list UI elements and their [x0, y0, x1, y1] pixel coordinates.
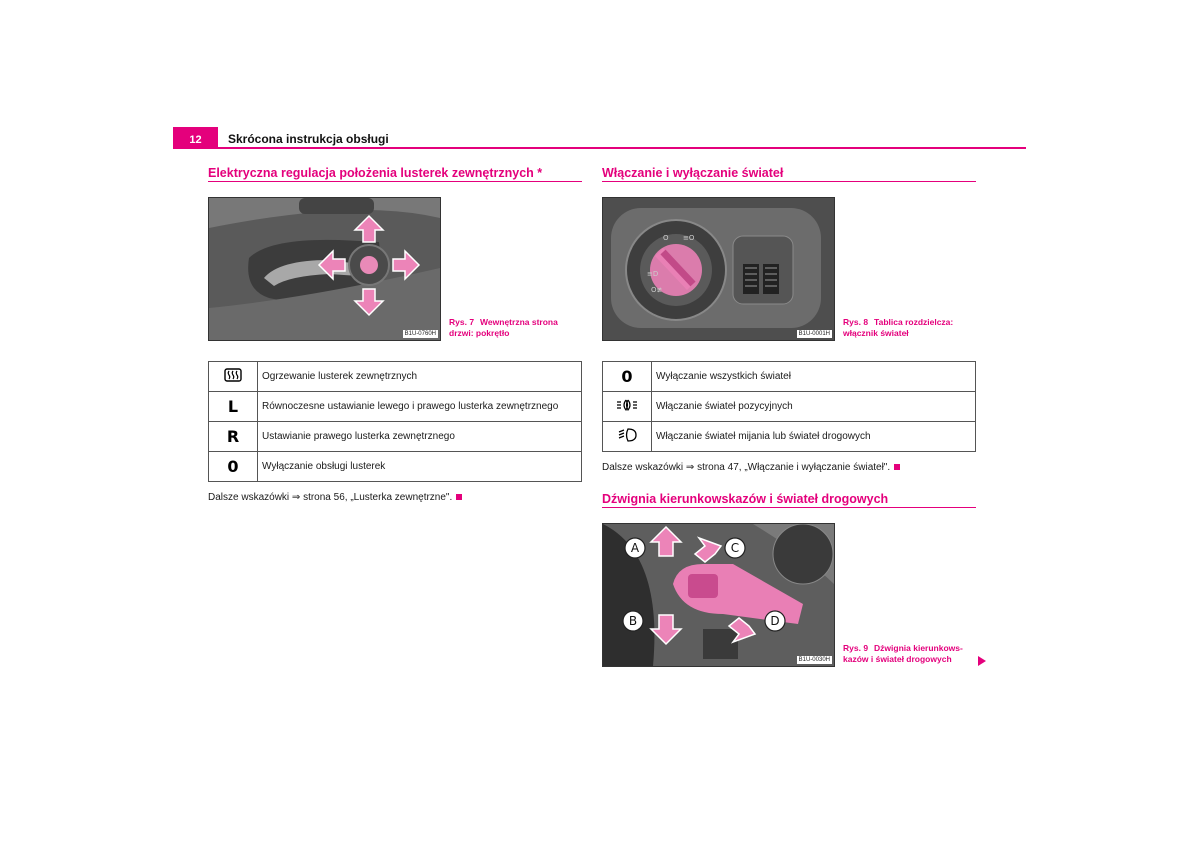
label-c: C [730, 541, 740, 555]
figure-indicator-lever [602, 523, 835, 667]
caption-text: Dźwignia kierunkows- [874, 643, 963, 653]
label-a: A [630, 541, 640, 555]
caption-text: Wewnętrzna strona [480, 317, 558, 327]
row-text: Ustawianie prawego lusterka zewnętrznego [258, 422, 582, 452]
mirror-controls-table [208, 361, 582, 482]
next-page-arrow-icon[interactable] [978, 656, 986, 666]
parking-light-icon [603, 392, 652, 422]
figure-caption [843, 317, 953, 339]
svg-text:≡D: ≡D [647, 270, 659, 278]
figure-code: B1U-0030H [798, 657, 830, 663]
table-row [603, 362, 976, 392]
symbol-L: L [227, 397, 239, 416]
note-text: Dalsze wskazówki ⇒ strona 47, „Włączanie i wyłączanie świateł". [602, 462, 891, 473]
svg-text:O: O [663, 234, 669, 242]
symbol-R: R [226, 427, 240, 446]
zero-symbol [603, 362, 652, 392]
table-row [209, 362, 582, 392]
caption-number: Rys. 8 [843, 317, 869, 327]
caption-number: Rys. 9 [843, 643, 869, 653]
section-title-mirrors: Elektryczna regulacja położenia lusterek zewnętrznych * [208, 166, 543, 180]
symbol-0: 0 [227, 457, 239, 476]
note-text: Dalsze wskazówki ⇒ strona 56, „Lusterka zewnętrzne". [208, 492, 453, 503]
section-title-indicator: Dźwignia kierunkowskazów i świateł drogowych [602, 492, 889, 506]
rear-defrost-icon [209, 362, 258, 392]
svg-text:≡O: ≡O [683, 234, 695, 242]
L-symbol [209, 392, 258, 422]
caption-text: Tablica rozdzielcza: [874, 317, 954, 327]
section-title-lights: Włączanie i wyłączanie świateł [602, 166, 784, 180]
row-text: Wyłączanie wszystkich świateł [652, 362, 976, 392]
figure-code: B1U-0760H [404, 331, 436, 337]
table-row [603, 392, 976, 422]
figure-caption [449, 317, 558, 339]
label-d: D [770, 614, 780, 628]
end-square-icon [894, 464, 900, 470]
table-row [603, 422, 976, 452]
zero-symbol [209, 452, 258, 482]
figure-caption [843, 643, 963, 665]
table-row [209, 452, 582, 482]
header-title: Skrócona instrukcja obsługi [228, 132, 389, 146]
caption-text: drzwi: pokrętło [449, 328, 510, 338]
light-controls-table [602, 361, 976, 452]
section-rule [602, 507, 976, 508]
row-text: Włączanie świateł pozycyjnych [652, 392, 976, 422]
header-rule [173, 147, 1026, 149]
row-text: Włączanie świateł mijania lub świateł drogowych [652, 422, 976, 452]
label-b: B [628, 614, 638, 628]
R-symbol [209, 422, 258, 452]
section-rule [602, 181, 976, 182]
figure-light-switch [602, 197, 835, 341]
row-text: Wyłączanie obsługi lusterek [258, 452, 582, 482]
figure-door-mirror-knob [208, 197, 441, 341]
end-square-icon [456, 494, 462, 500]
low-beam-icon [603, 422, 652, 452]
symbol-0: 0 [621, 367, 633, 386]
row-text: Równoczesne ustawianie lewego i prawego lusterka zewnętrznego [258, 392, 582, 422]
reference-note [208, 492, 462, 503]
table-row [209, 392, 582, 422]
svg-text:O≢: O≢ [651, 286, 663, 294]
caption-number: Rys. 7 [449, 317, 475, 327]
row-text: Ogrzewanie lusterek zewnętrznych [258, 362, 582, 392]
caption-text: włącznik świateł [843, 328, 909, 338]
figure-code: B1U-0001H [798, 331, 830, 337]
caption-text: kazów i świateł drogowych [843, 654, 952, 664]
reference-note [602, 462, 900, 473]
page-number: 12 [173, 127, 218, 149]
table-row [209, 422, 582, 452]
section-rule [208, 181, 582, 182]
